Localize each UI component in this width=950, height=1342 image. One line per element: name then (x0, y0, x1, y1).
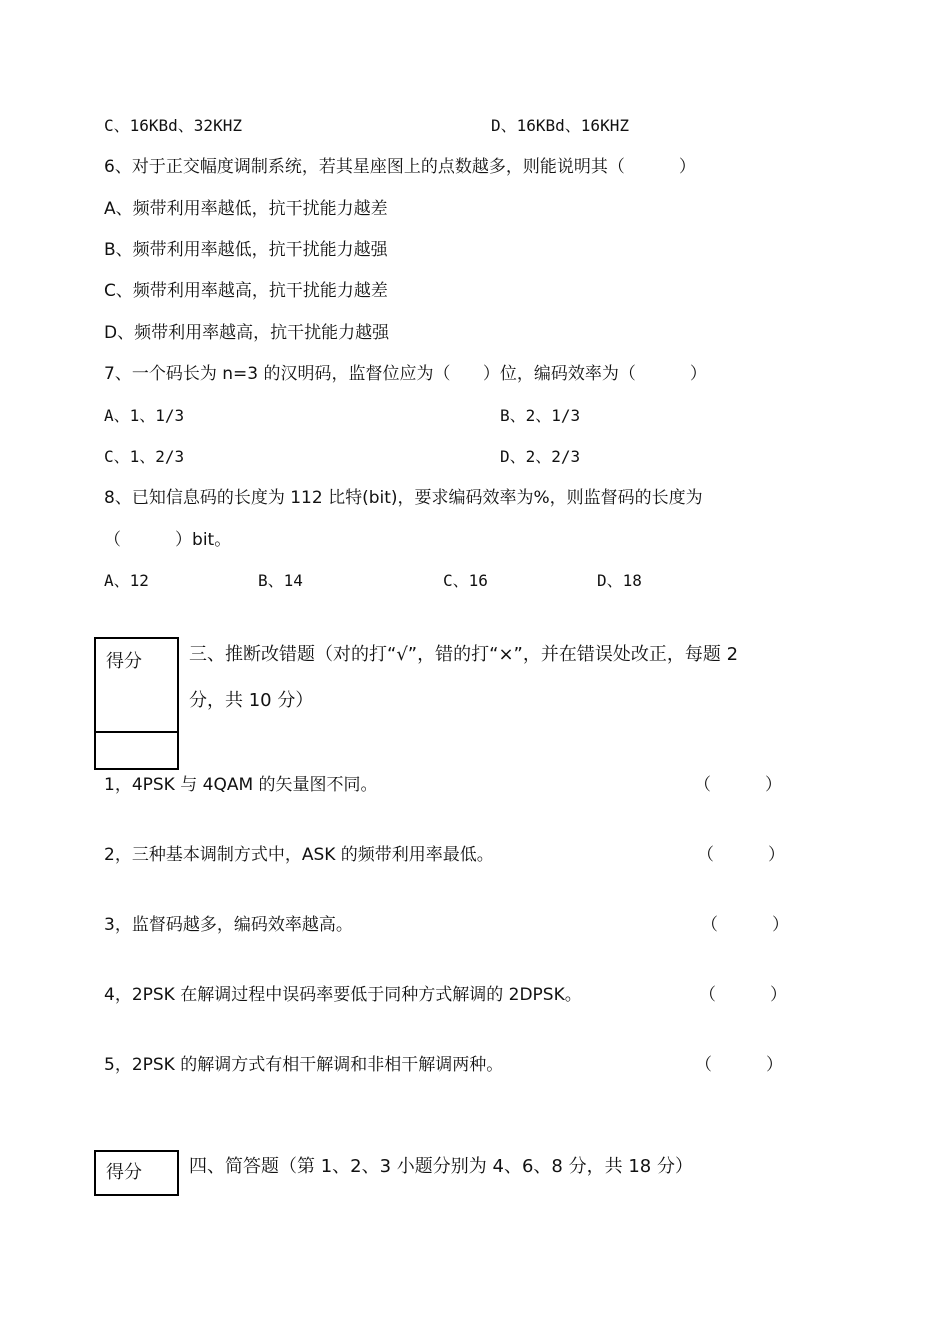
q6-option-a: A、频带利用率越低，抗干扰能力越差 (104, 199, 388, 219)
q8-option-b: B、14 (258, 571, 303, 590)
section3-item-1: 1，4PSK 与 4QAM 的矢量图不同。 (104, 775, 378, 795)
section3-score-box (94, 637, 179, 770)
section3-item-5: 5，2PSK 的解调方式有相干解调和非相干解调两种。 (104, 1055, 504, 1075)
q7-option-a: A、1、1/3 (104, 406, 185, 425)
section3-title-line1: 三、推断改错题（对的打“√”，错的打“×”，并在错误处改正，每题 2 (189, 644, 739, 665)
section3-item-2: 2，三种基本调制方式中，ASK 的频带利用率最低。 (104, 845, 494, 865)
q5-option-c: C、16KBd、32KHZ (104, 116, 242, 135)
section4-score-box (94, 1150, 179, 1196)
q7-option-c: C、1、2/3 (104, 447, 185, 466)
section3-item-3: 3，监督码越多，编码效率越高。 (104, 915, 353, 935)
q8-option-d: D、18 (597, 571, 642, 590)
section3-score-label: 得分 (106, 651, 142, 672)
section4-score-label: 得分 (106, 1162, 142, 1183)
section3-item-1-blank: （ ） (694, 775, 783, 795)
section3-score-divider (96, 731, 177, 733)
q7-option-b: B、2、1/3 (500, 406, 581, 425)
q6-option-b: B、频带利用率越低，抗干扰能力越强 (104, 240, 388, 260)
q8-option-c: C、16 (443, 571, 488, 590)
q7-stem: 7、一个码长为 n=3 的汉明码，监督位应为（ ）位，编码效率为（ ） (104, 364, 707, 384)
q8-stem-line2: （ ）bit。 (104, 530, 232, 550)
section3-item-4-blank: （ ） (699, 985, 788, 1005)
q7-option-d: D、2、2/3 (500, 447, 581, 466)
section3-item-4: 4，2PSK 在解调过程中误码率要低于同种方式解调的 2DPSK。 (104, 985, 582, 1005)
q5-option-d: D、16KBd、16KHZ (491, 116, 629, 135)
section3-title-line2: 分，共 10 分） (189, 690, 314, 711)
section3-item-3-blank: （ ） (701, 915, 790, 935)
section3-item-5-blank: （ ） (695, 1055, 784, 1075)
q8-option-a: A、12 (104, 571, 149, 590)
q6-stem: 6、对于正交幅度调制系统，若其星座图上的点数越多，则能说明其（ ） (104, 157, 696, 177)
section3-item-2-blank: （ ） (697, 845, 786, 865)
q6-option-c: C、频带利用率越高，抗干扰能力越差 (104, 281, 388, 301)
section4-title: 四、简答题（第 1、2、3 小题分别为 4、6、8 分，共 18 分） (189, 1156, 693, 1177)
q8-stem-line1: 8、已知信息码的长度为 112 比特(bit)，要求编码效率为%，则监督码的长度为 (104, 488, 703, 508)
q6-option-d: D、频带利用率越高，抗干扰能力越强 (104, 323, 390, 343)
